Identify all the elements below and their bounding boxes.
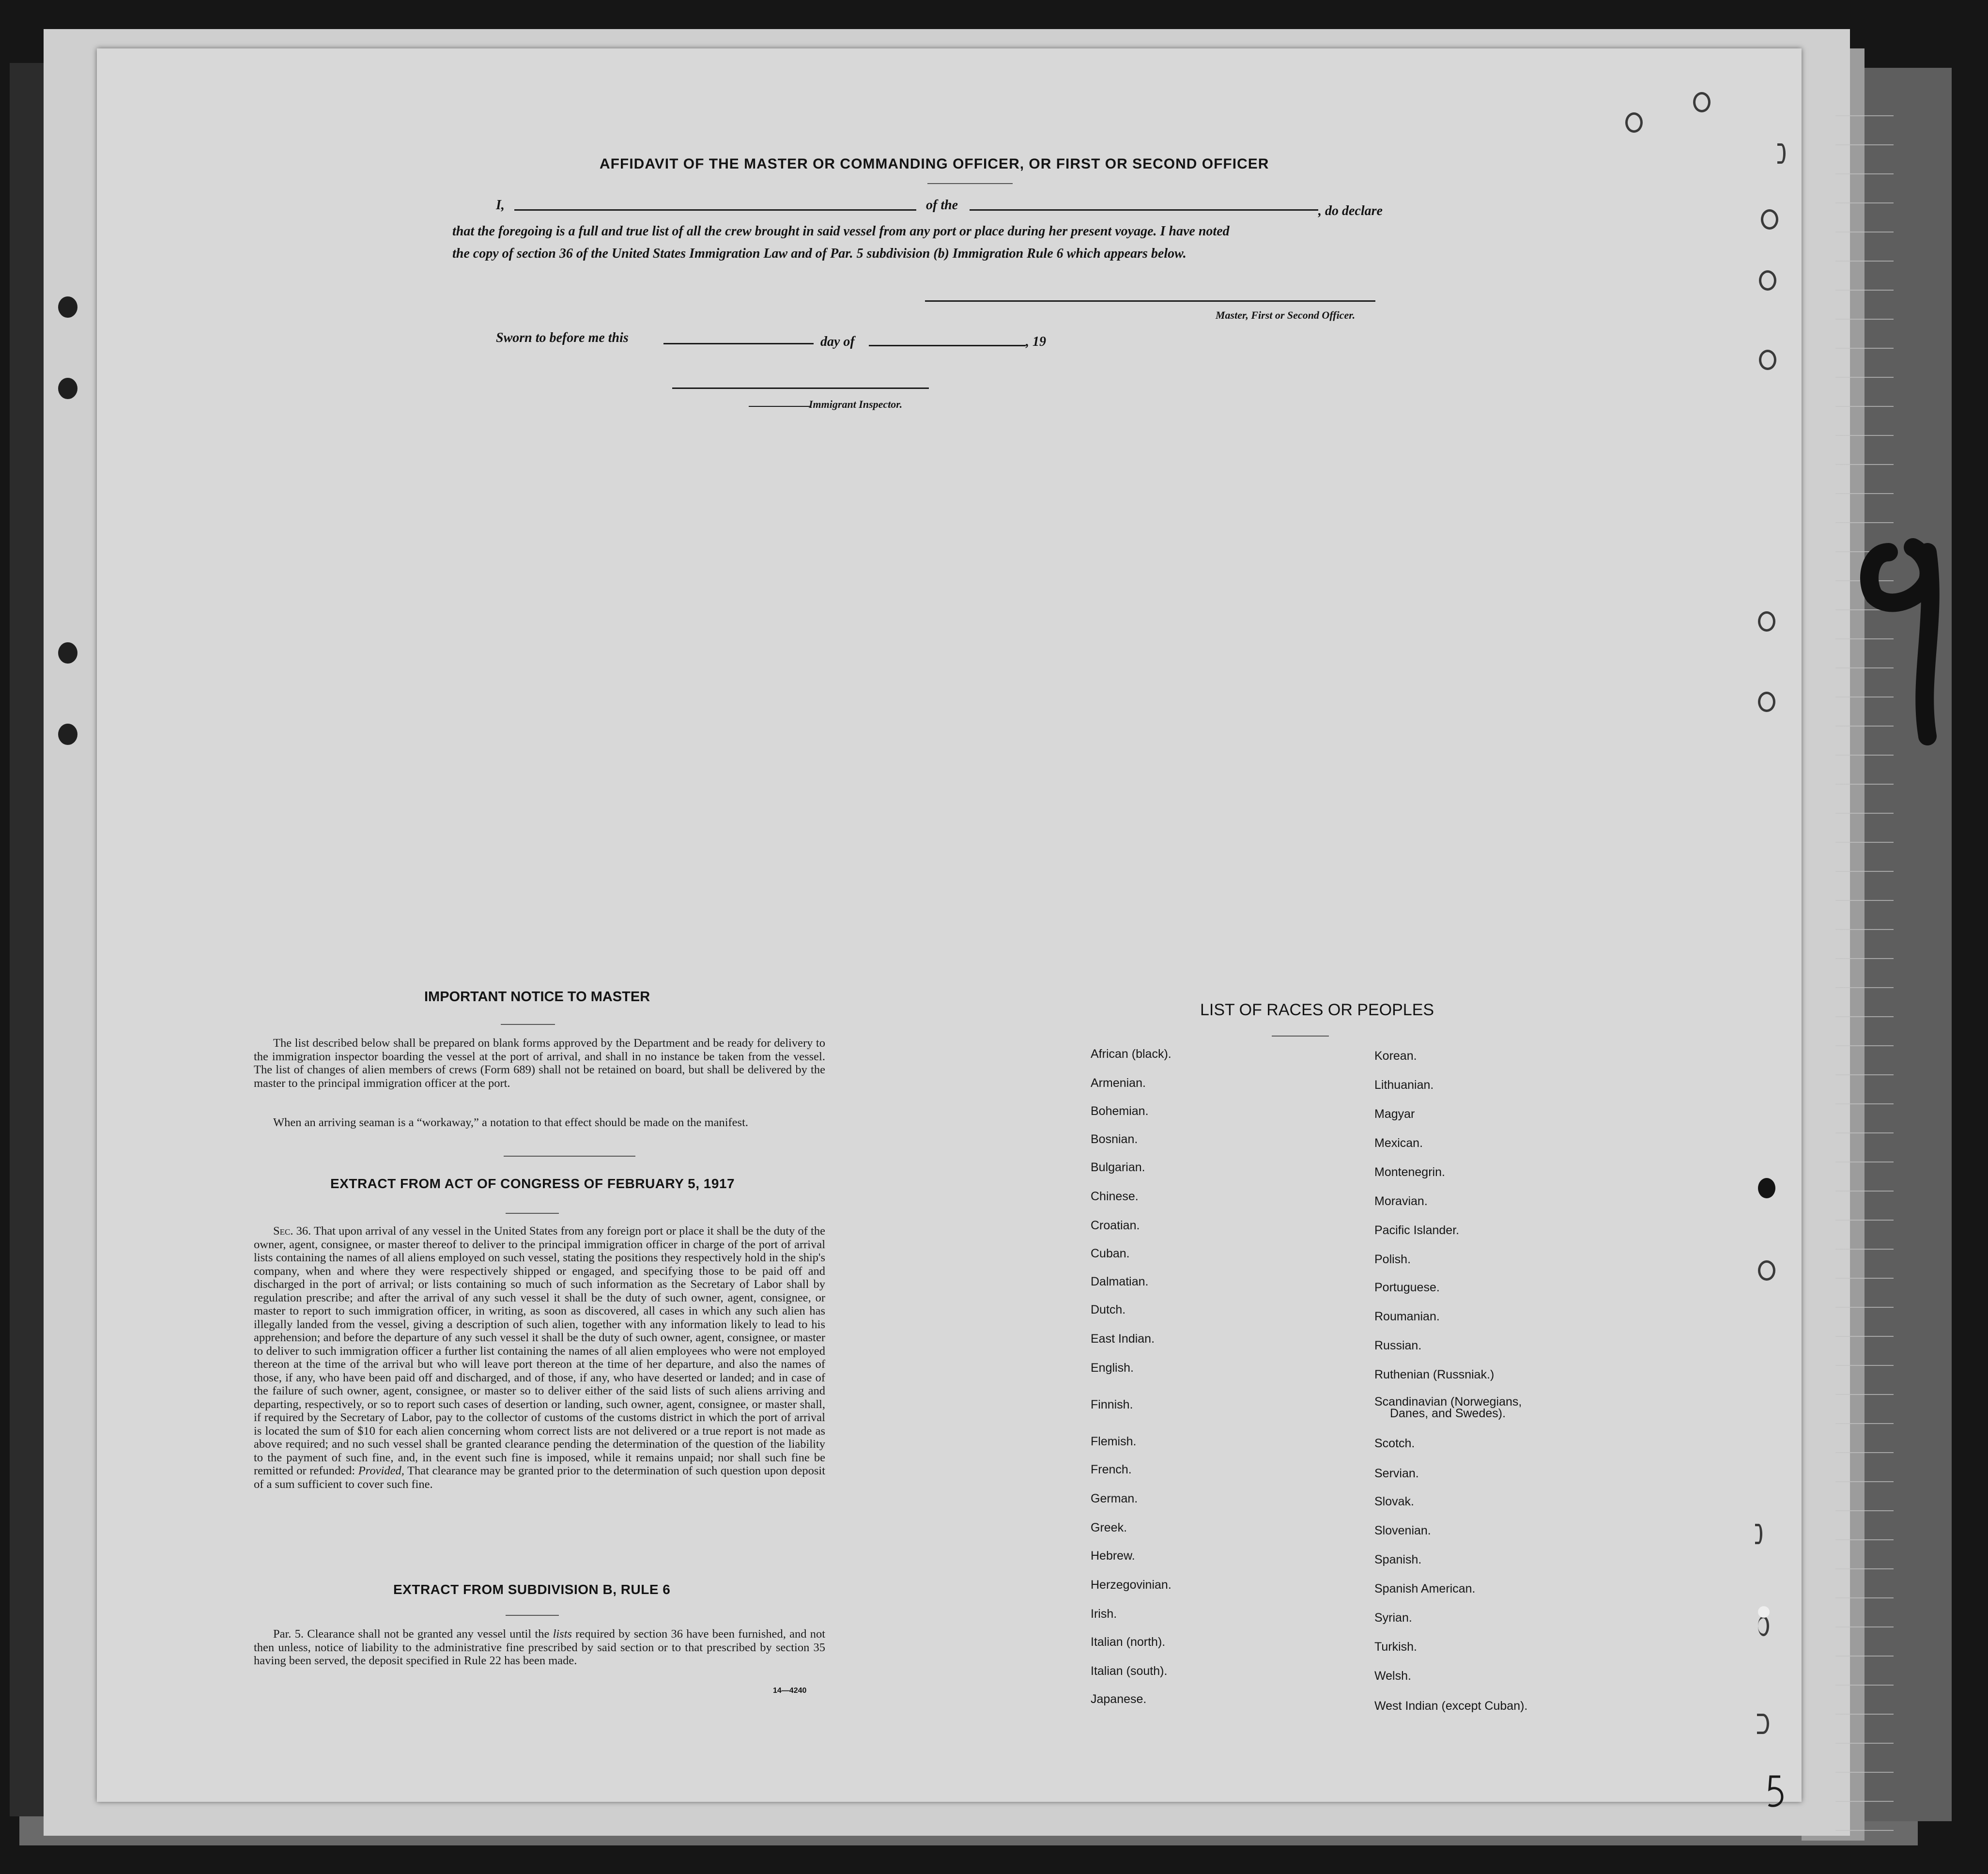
race-item: Scandinavian (Norwegians, — [1374, 1395, 1522, 1409]
extract-act-title: EXTRACT FROM ACT OF CONGRESS OF FEBRUARY 5, 1917 — [330, 1176, 735, 1191]
race-item: Syrian. — [1374, 1611, 1412, 1625]
race-item: Welsh. — [1374, 1669, 1411, 1683]
inspector-caption-line — [749, 406, 811, 407]
race-item: Chinese. — [1091, 1190, 1139, 1203]
race-item: Bulgarian. — [1091, 1161, 1145, 1174]
punch-hole — [1777, 143, 1786, 164]
race-item: Scotch. — [1374, 1437, 1415, 1450]
binding-hole — [58, 642, 77, 664]
document-page — [97, 48, 1802, 1802]
race-item: African (black). — [1091, 1047, 1171, 1061]
affidavit-title: AFFIDAVIT OF THE MASTER OR COMMANDING OFFICER, OR FIRST OR SECOND OFFICER — [600, 156, 1269, 172]
divider — [501, 1024, 555, 1025]
race-item: Servian. — [1374, 1467, 1419, 1480]
affidavit-line-2: that the foregoing is a full and true list of all the crew brought in said vessel from any port or place during her present voyage. I have noted — [452, 224, 1230, 239]
sworn-day-line[interactable] — [663, 343, 814, 344]
punch-hole — [1761, 209, 1778, 230]
inspector-signature-line[interactable] — [672, 387, 929, 389]
race-item: Japanese. — [1091, 1692, 1147, 1706]
signature-line[interactable] — [925, 300, 1375, 302]
extract-rule-body: Par. 5. Clearance shall not be granted any vessel until the lists required by section 36 have been furnished, and not then unless, notice of liability to the administrative fine prescribed by said section or to that prescribed by section 35 having been served, the deposit specified in Rule 22 has been made. — [254, 1627, 826, 1667]
vessel-name-line[interactable] — [970, 209, 1318, 211]
race-item: Spanish. — [1374, 1553, 1422, 1566]
race-item: Armenian. — [1091, 1076, 1146, 1090]
notice-title: IMPORTANT NOTICE TO MASTER — [424, 989, 650, 1005]
race-item: Slovak. — [1374, 1495, 1414, 1508]
punch-hole — [1759, 270, 1776, 291]
race-item: Croatian. — [1091, 1219, 1140, 1232]
form-number: 14—4240 — [773, 1687, 807, 1695]
race-item: Bosnian. — [1091, 1132, 1138, 1146]
race-item: Bohemian. — [1091, 1104, 1149, 1118]
race-item: Moravian. — [1374, 1194, 1428, 1208]
race-item: Portuguese. — [1374, 1281, 1440, 1294]
race-item: Lithuanian. — [1374, 1078, 1434, 1092]
punch-hole — [1693, 92, 1711, 112]
affidavit-line-3: the copy of section 36 of the United States Immigration Law and of Par. 5 subdivision (b) Immigration Rule 6 which appears below. — [452, 246, 1187, 261]
race-item: French. — [1091, 1463, 1132, 1476]
race-item: Italian (north). — [1091, 1635, 1166, 1649]
extract-act-body: Sec. 36. That upon arrival of any vessel in the United States from any foreign port or place it shall be the duty of the owner, agent, consignee, or master thereof to deliver to the principal immigration officer in charge of the port of arrival lists containing the names of all aliens employed on such vessel, stating the positions they respectively hold in the ship's company, when and where they were respectively shipped or engaged, and specifying those to be paid off and discharged in the port of arrival; or lists containing so much of such information as the Secretary of Labor shall by regulation prescribe; and after the arrival of any such vessel it shall be the duty of such owner, agent, consignee, or master to report to such immigration officer, in writing, as soon as discovered, all cases in which any such alien has illegally landed from the vessel, giving a description of such alien, together with any information likely to lead to his apprehension; and before the departure of any such vessel it shall be the duty of such owner, agent, consignee, or master to deliver to such immigration officer a further list containing the names of all alien employees who were not employed thereon at the time of the arrival but who will leave port thereon at the time of her departure, and also the names of those, if any, who have been paid off and discharged, and of those, if any, who have deserted or landed; and in case of the failure of such owner, agent, consignee, or master so to deliver either of the said lists of such aliens arriving and departing, respectively, or so to report such cases of desertion or landing, such owner, agent, consignee, or master shall, if required by the Secretary of Labor, pay to the collector of customs of the customs district in which the port of arrival is located the sum of $10 for each alien concerning whom correct lists are not delivered or a true report is not made as above required; and no such vessel shall be granted clearance pending the determination of the question of the liability to the payment of such fine, and, in the event such fine is imposed, while it remains unpaid; nor shall such fine be remitted or refunded: Provided, That clearance may be granted prior to the determination of such question upon deposit of a sum sufficient to cover such fine. — [254, 1224, 826, 1491]
punch-hole — [1758, 1616, 1769, 1636]
race-item: German. — [1091, 1492, 1138, 1505]
divider — [506, 1213, 559, 1214]
affidavit-of: of the — [926, 198, 958, 213]
race-item: Flemish. — [1091, 1435, 1137, 1448]
sworn-day-label: day of — [820, 334, 855, 349]
extract-rule-title: EXTRACT FROM SUBDIVISION B, RULE 6 — [393, 1582, 671, 1597]
race-item: Korean. — [1374, 1049, 1417, 1063]
race-item: Slovenian. — [1374, 1524, 1431, 1537]
race-item: Polish. — [1374, 1253, 1411, 1266]
binding-hole — [58, 724, 77, 745]
punch-hole — [1755, 1524, 1762, 1544]
race-item: Danes, and Swedes). — [1390, 1407, 1506, 1420]
race-item: Russian. — [1374, 1339, 1422, 1352]
notice-paragraph-1: The list described below shall be prepared on blank forms approved by the Department and be ready for delivery to the immigration inspector boarding the vessel at the port of arrival, and shall in no instance be taken from the vessel. The list of changes of alien members of crews (Form 689) shall not be retained on board, but shall be delivered by the master to the principal immigration officer at the port. — [254, 1037, 825, 1090]
race-item: Ruthenian (Russniak.) — [1374, 1368, 1495, 1381]
race-item: Mexican. — [1374, 1136, 1423, 1150]
races-title: LIST OF RACES OR PEOPLES — [1200, 1001, 1434, 1019]
divider — [504, 1156, 635, 1157]
binding-hole — [58, 378, 77, 399]
race-item: Italian (south). — [1091, 1664, 1168, 1678]
race-item: Cuban. — [1091, 1247, 1130, 1260]
race-item: Spanish American. — [1374, 1582, 1476, 1595]
punch-hole — [1625, 112, 1643, 133]
race-item: English. — [1091, 1361, 1134, 1375]
race-item: West Indian (except Cuban). — [1374, 1699, 1528, 1713]
divider — [927, 183, 1013, 184]
punch-hole — [1758, 1260, 1775, 1281]
divider — [1272, 1036, 1329, 1037]
punch-hole — [1758, 692, 1775, 712]
punch-hole — [1758, 1606, 1770, 1618]
notice-paragraph-2: When an arriving seaman is a “workaway,” a notation to that effect should be made on the manifest. — [273, 1116, 749, 1129]
affidavit-declare: , do declare — [1318, 203, 1383, 218]
race-item: Pacific Islander. — [1374, 1224, 1460, 1237]
sworn-month-line[interactable] — [869, 345, 1026, 346]
divider — [506, 1615, 559, 1616]
race-item: Irish. — [1091, 1607, 1117, 1621]
signature-caption: Master, First or Second Officer. — [1216, 309, 1356, 321]
race-item: East Indian. — [1091, 1332, 1155, 1346]
affidavit-i: I, — [496, 198, 505, 213]
race-item: Roumanian. — [1374, 1310, 1440, 1323]
sworn-prefix: Sworn to before me this — [496, 330, 629, 345]
race-item: Montenegrin. — [1374, 1165, 1445, 1179]
race-item: Herzegovinian. — [1091, 1578, 1171, 1592]
punch-hole — [1757, 1714, 1769, 1734]
race-item: Dalmatian. — [1091, 1275, 1149, 1288]
race-item: Magyar — [1374, 1107, 1415, 1121]
punch-hole — [1758, 1178, 1775, 1198]
sworn-year: , 19 — [1026, 334, 1046, 349]
handwritten-mark — [1860, 523, 1947, 746]
inspector-caption: Immigrant Inspector. — [809, 398, 903, 410]
race-item: Greek. — [1091, 1521, 1127, 1534]
corner-mark — [1761, 1773, 1790, 1812]
punch-hole — [1758, 611, 1775, 632]
race-item: Finnish. — [1091, 1398, 1133, 1411]
binding-hole — [58, 296, 77, 318]
race-item: Turkish. — [1374, 1640, 1417, 1654]
grid-paper-strip — [1835, 87, 1894, 1831]
race-item: Dutch. — [1091, 1303, 1126, 1316]
punch-hole — [1759, 350, 1776, 370]
race-item: Hebrew. — [1091, 1549, 1135, 1563]
master-name-line[interactable] — [514, 209, 916, 211]
